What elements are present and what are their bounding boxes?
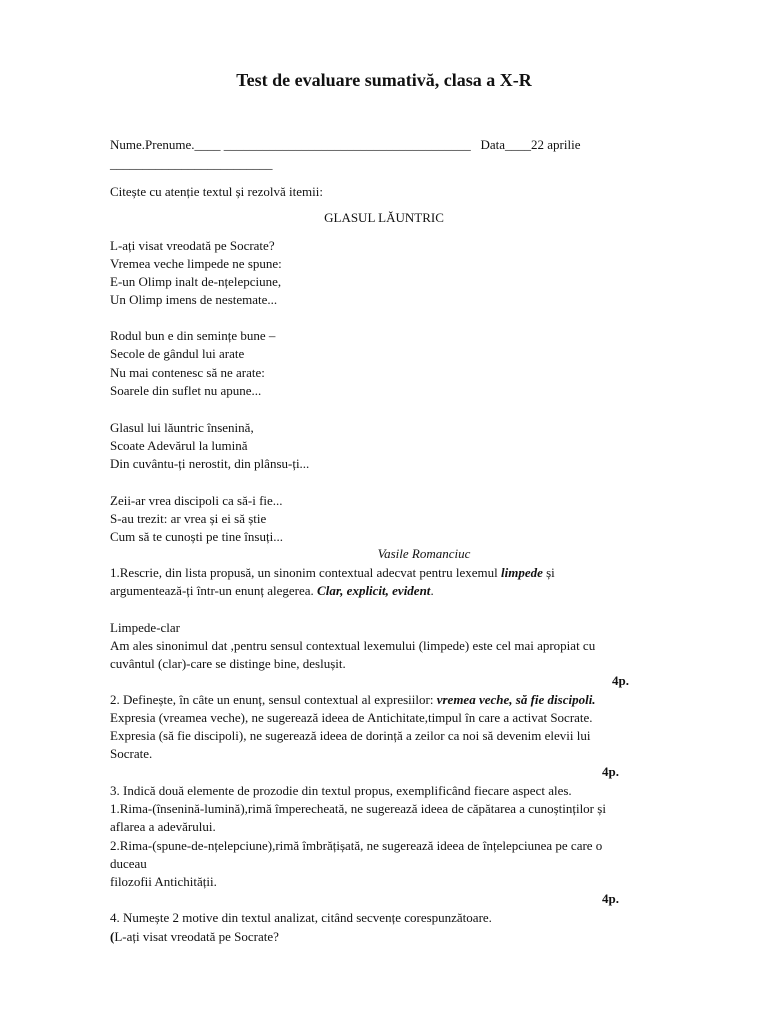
poem-line: Glasul lui lăuntric însenină, — [110, 420, 254, 435]
item1-answer: Limpede-clar — [110, 620, 181, 635]
item3-answer: duceau — [110, 856, 147, 871]
item3-answer: 2.Rima-(spune-de-nțelepciune),rimă îmbrățișată, ne sugerează ideea de înțelepciunea pe care o — [110, 838, 603, 853]
item2-question-text: 2. Definește, în câte un enunț, sensul contextual al expresiilor: — [110, 692, 437, 707]
item4-question: 4. Numește 2 motive din textul analizat, citând secvențe corespunzătoare. — [110, 910, 492, 925]
item3-answer: filozofii Antichității. — [110, 874, 217, 889]
item1-question — [110, 564, 555, 582]
item3-answer: aflarea a adevărului. — [110, 819, 216, 834]
item1-question-tail: și — [542, 565, 555, 580]
poem-line: Un Olimp imens de nestemate... — [110, 292, 278, 307]
item1-question-line2 — [110, 582, 434, 600]
poem-line: Secole de gândul lui arate — [110, 346, 245, 361]
item1-end: . — [430, 583, 434, 598]
poem-line: Vremea veche limpede ne spune: — [110, 256, 282, 271]
item2-question — [110, 691, 596, 709]
item2-expressions: vremea veche, să fie discipoli. — [436, 692, 596, 707]
item1-answer: Am ales sinonimul dat ,pentru sensul contextual lexemului (limpede) este cel mai apropiat cu — [110, 638, 596, 653]
item3-answer: 1.Rima-(însenină-lumină),rimă împerecheată, ne sugerează ideea de căpătarea a cunoștinților și — [110, 801, 606, 816]
poem-line: L-ați visat vreodată pe Socrate? — [110, 238, 275, 253]
poem-line: Nu mai contenesc să ne arate: — [110, 365, 265, 380]
item3-question: 3. Indică două elemente de prozodie din textul propus, exemplificând fiecare aspect ales. — [110, 783, 572, 798]
item4-bracket: ( — [110, 929, 115, 944]
item3-points: 4p. — [602, 891, 619, 906]
item4-answer — [110, 928, 279, 946]
item2-answer: Socrate. — [110, 746, 153, 761]
poem-author: Vasile Romanciuc — [377, 546, 471, 561]
poem-title: GLASUL LĂUNTRIC — [324, 210, 444, 225]
poem-line: Soarele din suflet nu apune... — [110, 383, 262, 398]
name-label: Nume.Prenume.____ — [110, 137, 221, 152]
poem-line: Zeii-ar vrea discipoli ca să-i fie... — [110, 493, 283, 508]
item1-options: Clar, explicit, evident — [317, 583, 431, 598]
item2-answer: Expresia (vreamea veche), ne sugerează ideea de Antichitate,timpul în care a activat Socrate. — [110, 710, 593, 725]
name-line: ______________________________________ — [223, 137, 471, 152]
poem-line: Din cuvântu-ți nerostit, din plânsu-ți... — [110, 456, 310, 471]
item1-points: 4p. — [612, 673, 629, 688]
poem-line: E-un Olimp inalt de-nțelepciune, — [110, 274, 282, 289]
item4-answer-text: L-ați visat vreodată pe Socrate? — [114, 929, 279, 944]
instruction: Citește cu atenție textul și rezolvă itemii: — [110, 184, 323, 199]
item1-answer: cuvântul (clar)-care se distinge bine, deslușit. — [110, 656, 346, 671]
date-label: Data____22 aprilie — [480, 137, 581, 152]
extra-line: _________________________ — [110, 156, 273, 171]
poem-line: S-au trezit: ar vrea și ei să știe — [110, 511, 267, 526]
poem-line: Rodul bun e din semințe bune – — [110, 328, 276, 343]
poem-line: Scoate Adevărul la lumină — [110, 438, 248, 453]
item1-word: limpede — [500, 565, 543, 580]
item1-question-text2: argumentează-ți într-un enunț alegerea. — [110, 583, 318, 598]
item2-points: 4p. — [602, 764, 619, 779]
name-date-line — [110, 136, 580, 154]
page-title: Test de evaluare sumativă, clasa a X-R — [236, 70, 532, 90]
poem-line: Cum să te cunoști pe tine însuți... — [110, 529, 283, 544]
item1-question-text: 1.Rescrie, din lista propusă, un sinonim contextual adecvat pentru lexemul — [110, 565, 501, 580]
item2-answer: Expresia (să fie discipoli), ne sugerează ideea de dorință a zeilor ca noi să devenim elevii lui — [110, 728, 591, 743]
